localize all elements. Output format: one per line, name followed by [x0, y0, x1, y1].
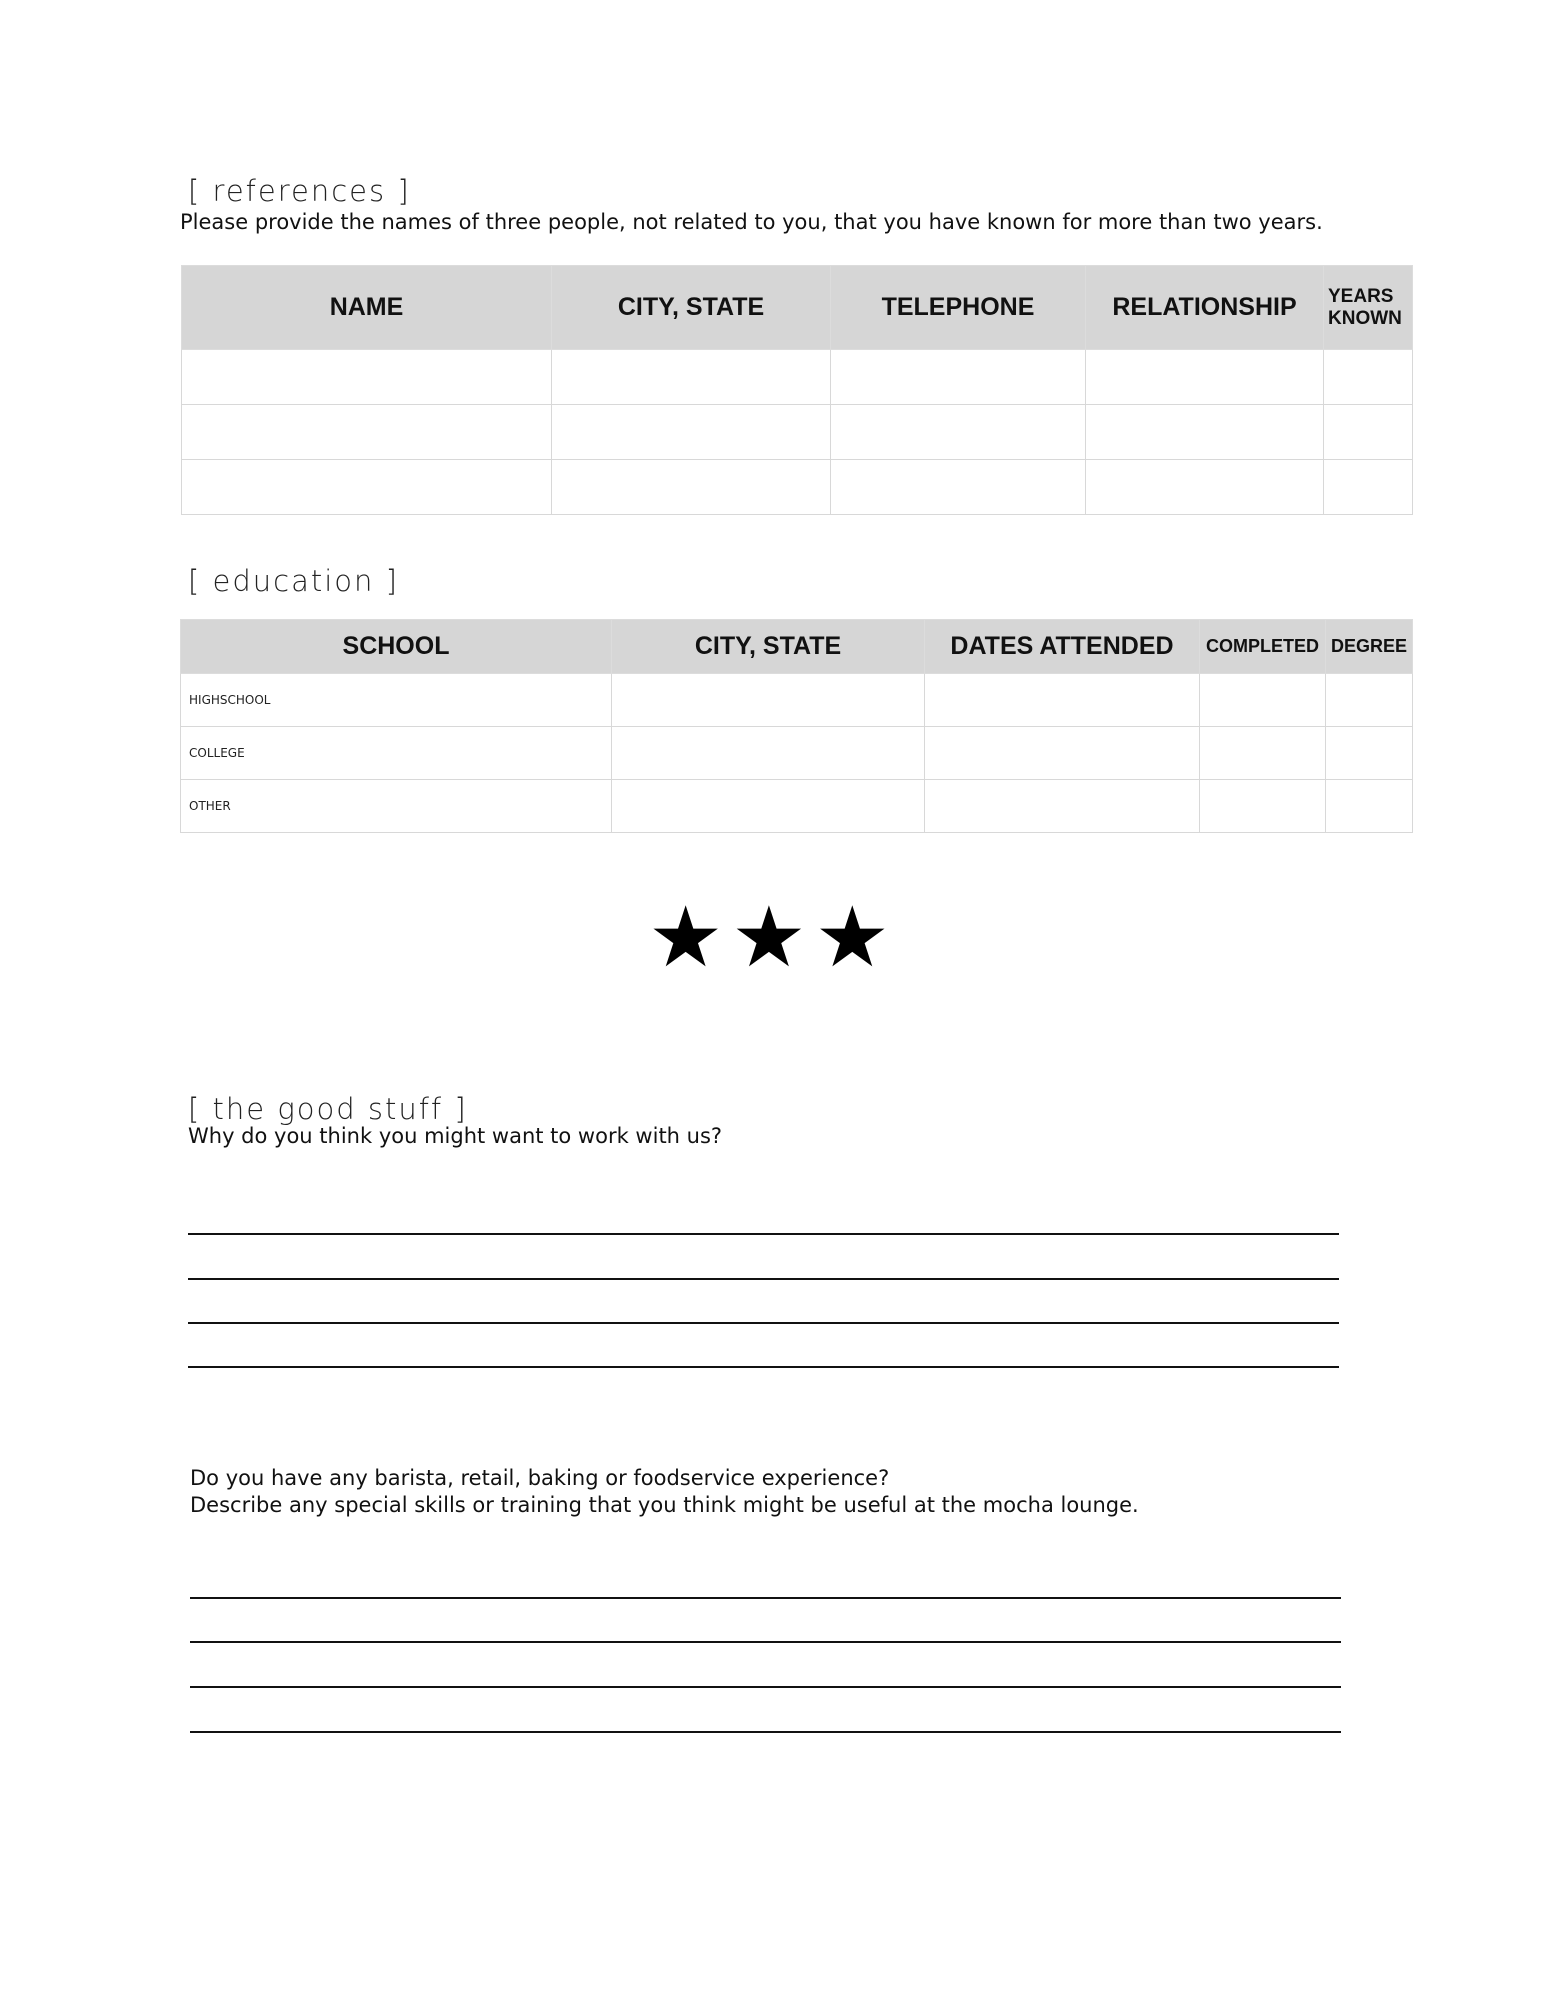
reference-relationship-cell[interactable]: [1086, 405, 1324, 460]
school-city-cell[interactable]: [612, 780, 925, 833]
school-degree-cell[interactable]: [1326, 727, 1413, 780]
answer-line-1[interactable]: [188, 1233, 1339, 1235]
good-stuff-heading: [ the good stuff ]: [188, 1092, 468, 1126]
col-header-city-state: CITY, STATE: [552, 266, 831, 350]
reference-years-cell[interactable]: [1324, 405, 1413, 460]
education-header-row: [181, 620, 1413, 674]
reference-relationship-cell[interactable]: [1086, 350, 1324, 405]
answer-line-8[interactable]: [190, 1731, 1341, 1733]
references-heading: [ references ]: [188, 174, 411, 208]
answer-line-4[interactable]: [188, 1366, 1339, 1368]
school-degree-cell[interactable]: [1326, 674, 1413, 727]
reference-name-cell[interactable]: [182, 460, 552, 515]
col-header-school: SCHOOL: [181, 620, 612, 674]
reference-city-cell[interactable]: [552, 460, 831, 515]
experience-question: Do you have any barista, retail, baking or foodservice experience?: [190, 1466, 890, 1490]
school-label-college[interactable]: COLLEGE: [181, 727, 612, 780]
table-row: [182, 350, 1413, 405]
references-header-row: [182, 266, 1413, 350]
col-header-city-state: CITY, STATE: [612, 620, 925, 674]
school-completed-cell[interactable]: [1200, 727, 1326, 780]
school-dates-cell[interactable]: [925, 780, 1200, 833]
col-header-completed: COMPLETED: [1200, 620, 1326, 674]
references-instructions: Please provide the names of three people, not related to you, that you have known for more than two years.: [180, 210, 1323, 234]
reference-city-cell[interactable]: [552, 350, 831, 405]
star-divider-icon: ★★★: [648, 888, 898, 986]
school-dates-cell[interactable]: [925, 674, 1200, 727]
answer-line-7[interactable]: [190, 1686, 1341, 1688]
table-row: [181, 780, 1413, 833]
table-row: [182, 405, 1413, 460]
reference-relationship-cell[interactable]: [1086, 460, 1324, 515]
reference-years-cell[interactable]: [1324, 350, 1413, 405]
table-row: [182, 460, 1413, 515]
skills-question: Describe any special skills or training that you think might be useful at the mocha lounge.: [190, 1493, 1139, 1517]
school-degree-cell[interactable]: [1326, 780, 1413, 833]
col-header-dates-attended: DATES ATTENDED: [925, 620, 1200, 674]
reference-telephone-cell[interactable]: [831, 350, 1086, 405]
school-completed-cell[interactable]: [1200, 780, 1326, 833]
school-completed-cell[interactable]: [1200, 674, 1326, 727]
table-row: [181, 727, 1413, 780]
table-row: [181, 674, 1413, 727]
school-dates-cell[interactable]: [925, 727, 1200, 780]
reference-years-cell[interactable]: [1324, 460, 1413, 515]
references-table: [181, 265, 1413, 515]
col-header-years-known: YEARS KNOWN: [1324, 266, 1413, 350]
reference-name-cell[interactable]: [182, 350, 552, 405]
col-header-degree: DEGREE: [1326, 620, 1413, 674]
answer-line-3[interactable]: [188, 1322, 1339, 1324]
school-city-cell[interactable]: [612, 674, 925, 727]
education-heading: [ education ]: [188, 564, 399, 598]
answer-line-5[interactable]: [190, 1597, 1341, 1599]
col-header-name: NAME: [182, 266, 552, 350]
school-city-cell[interactable]: [612, 727, 925, 780]
school-label-highschool[interactable]: HIGHSCHOOL: [181, 674, 612, 727]
reference-name-cell[interactable]: [182, 405, 552, 460]
school-label-other[interactable]: OTHER: [181, 780, 612, 833]
reference-telephone-cell[interactable]: [831, 460, 1086, 515]
reference-telephone-cell[interactable]: [831, 405, 1086, 460]
answer-line-2[interactable]: [188, 1278, 1339, 1280]
good-stuff-question: Why do you think you might want to work with us?: [188, 1124, 723, 1148]
col-header-telephone: TELEPHONE: [831, 266, 1086, 350]
education-table: [180, 619, 1413, 833]
reference-city-cell[interactable]: [552, 405, 831, 460]
col-header-relationship: RELATIONSHIP: [1086, 266, 1324, 350]
answer-line-6[interactable]: [190, 1641, 1341, 1643]
